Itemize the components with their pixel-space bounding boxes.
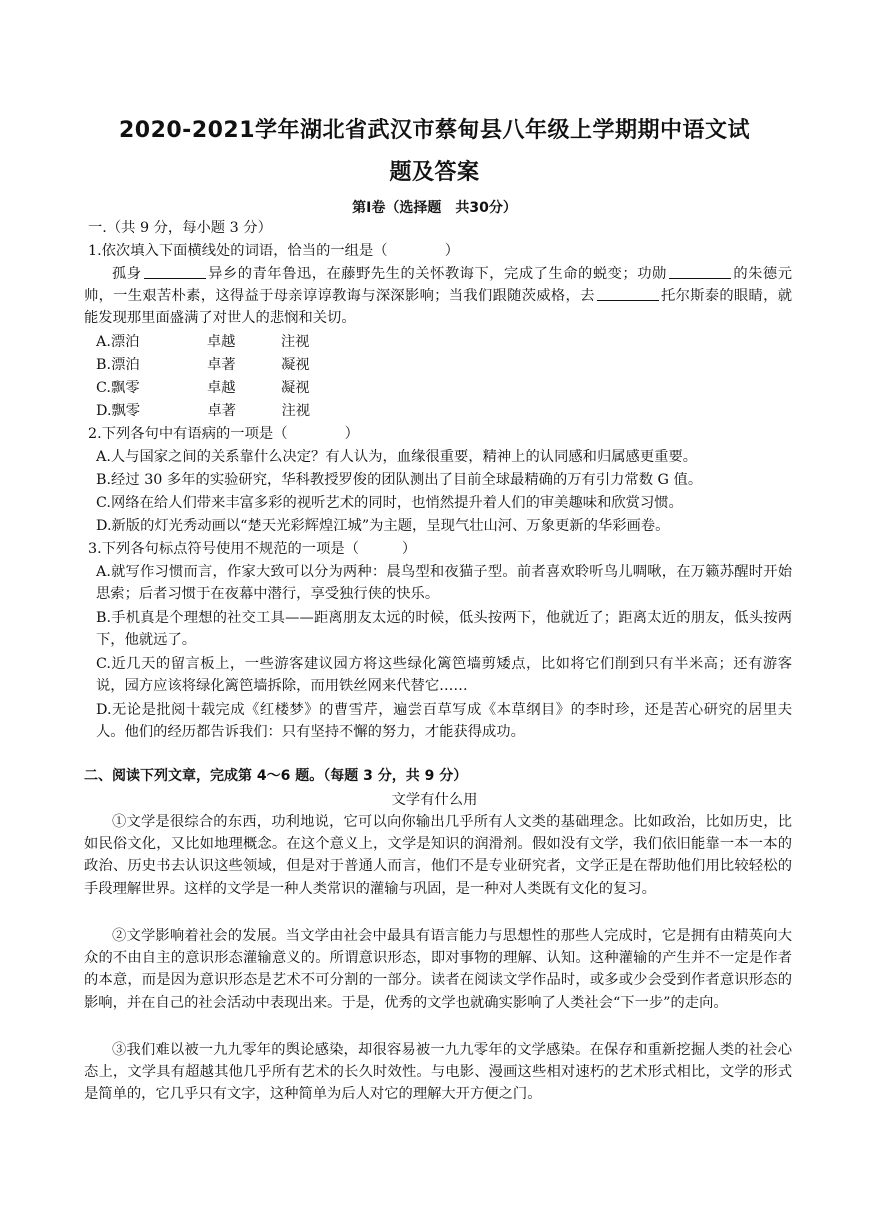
fill-blank-3	[597, 286, 659, 301]
q3-option-d: D.无论是批阅十载完成《红楼梦》的曹雪芹，遍尝百草写成《本草纲目》的李时珍，还是苦心研究的居里夫人。他们的经历都告诉我们：只有坚持不懈的努力，才能获得成功。	[96, 702, 792, 741]
document-title-line1: 2020-2021学年湖北省武汉市蔡甸县八年级上学期期中语文试	[118, 118, 751, 143]
q2-option-c: C.网络在给人们带来丰富多彩的视听艺术的同时，也悄然提升着人们的审美趣味和欣赏习惯。	[96, 495, 683, 511]
article-title: 文学有什么用	[391, 792, 478, 808]
q3-option-b: B.手机真是个理想的社交工具——距离朋友太远的时候，低头按两下，他就近了；距离太近的朋友，低头按两下，他就远了。	[96, 610, 792, 649]
article-paragraph-1: ①文学是很综合的东西，功利地说，它可以向你输出几乎所有人文类的基础理念。比如政治，比如历史，比如民俗文化，又比如地理概念。在这个意义上，文学是知识的润滑剂。假如没有文学，我们依旧能靠一本一本的政治、历史书去认识这些领域，但是对于普通人而言，他们不是专业研究者，文学正是在帮助他们用比较轻松的手段理解世界。这样的文学是一种人类常识的灌输与巩固，是一种对人类既有文化的复习。	[84, 814, 792, 897]
q3-option-c: C.近几天的留言板上，一些游客建议园方将这些绿化篱笆墙剪矮点，比如将它们削到只有半米高；还有游客说，园方应该将绿化篱笆墙拆除，而用铁丝网来代替它……	[96, 656, 792, 695]
fill-blank-1	[144, 264, 206, 279]
q2-stem: 2.下列各句中有语病的一项是（ ）	[88, 426, 359, 442]
q2-option-b: B.经过 30 多年的实验研究，华科教授罗俊的团队测出了目前全球最精确的万有引力常数 G 值。	[96, 472, 703, 488]
section1-heading: 一.（共 9 分，每小题 3 分）	[88, 220, 272, 236]
document-title-line2: 题及答案	[389, 160, 480, 185]
q1-stem: 1.依次填入下面横线处的词语，恰当的一组是（ ）	[88, 243, 460, 259]
q1-option-a: A.漂泊 卓越 注视	[96, 334, 310, 350]
q3-option-a: A.就写作习惯而言，作家大致可以分为两种：晨鸟型和夜猫子型。前者喜欢聆听鸟儿啁啾，在万籁苏醒时开始思索；后者习惯于在夜幕中潜行，享受独行侠的快乐。	[96, 564, 792, 603]
q2-option-d: D.新版的灯光秀动画以“楚天光彩辉煌江城”为主题，呈现气壮山河、万象更新的华彩画卷。	[96, 518, 670, 534]
article-paragraph-2: ②文学影响着社会的发展。当文学由社会中最具有语言能力与思想性的那些人完成时，它是拥有由精英向大众的不由自主的意识形态灌输意义的。所谓意识形态，即对事物的理解、认知。这种灌输的产生并不一定是作者的本意，而是因为意识形态是艺术不可分割的一部分。读者在阅读文学作品时，或多或少会受到作者意识形态的影响，并在自己的社会活动中表现出来。于是，优秀的文学也就确实影响了人类社会“下一步”的走向。	[84, 928, 792, 1011]
fill-blank-2	[669, 264, 731, 279]
q1-option-c: C.飘零 卓越 凝视	[96, 380, 310, 396]
q2-option-a: A.人与国家之间的关系靠什么决定？有人认为，血缘很重要，精神上的认同感和归属感更重要。	[96, 449, 698, 465]
q1-passage: 孤身 异乡的青年鲁迅，在藤野先生的关怀教诲下，完成了生命的蜕变；功勋 的朱德元帅，一生艰苦朴素，这得益于母亲谆谆教诲与深深影响；当我们跟随茨威格，去 托尔斯泰的眼睛，就能发现那里面盛满了对世人的悲悯和关切。	[84, 266, 793, 327]
section2-heading: 二、阅读下列文章，完成第 4～6 题。（每题 3 分，共 9 分）	[84, 768, 468, 784]
volume-heading: 第Ⅰ卷（选择题 共30分）	[352, 200, 517, 216]
q1-option-b: B.漂泊 卓著 凝视	[96, 357, 310, 373]
article-paragraph-3: ③我们难以被一九九零年的舆论感染，却很容易被一九九零年的文学感染。在保存和重新挖掘人类的社会心态上，文学具有超越其他几乎所有艺术的长久时效性。与电影、漫画这些相对速朽的艺术形式相比，文学的形式是简单的，它几乎只有文字，这种简单为后人对它的理解大开方便之门。	[84, 1042, 792, 1103]
q1-option-d: D.飘零 卓著 注视	[96, 403, 311, 419]
q3-stem: 3.下列各句标点符号使用不规范的一项是（ ）	[88, 541, 417, 557]
